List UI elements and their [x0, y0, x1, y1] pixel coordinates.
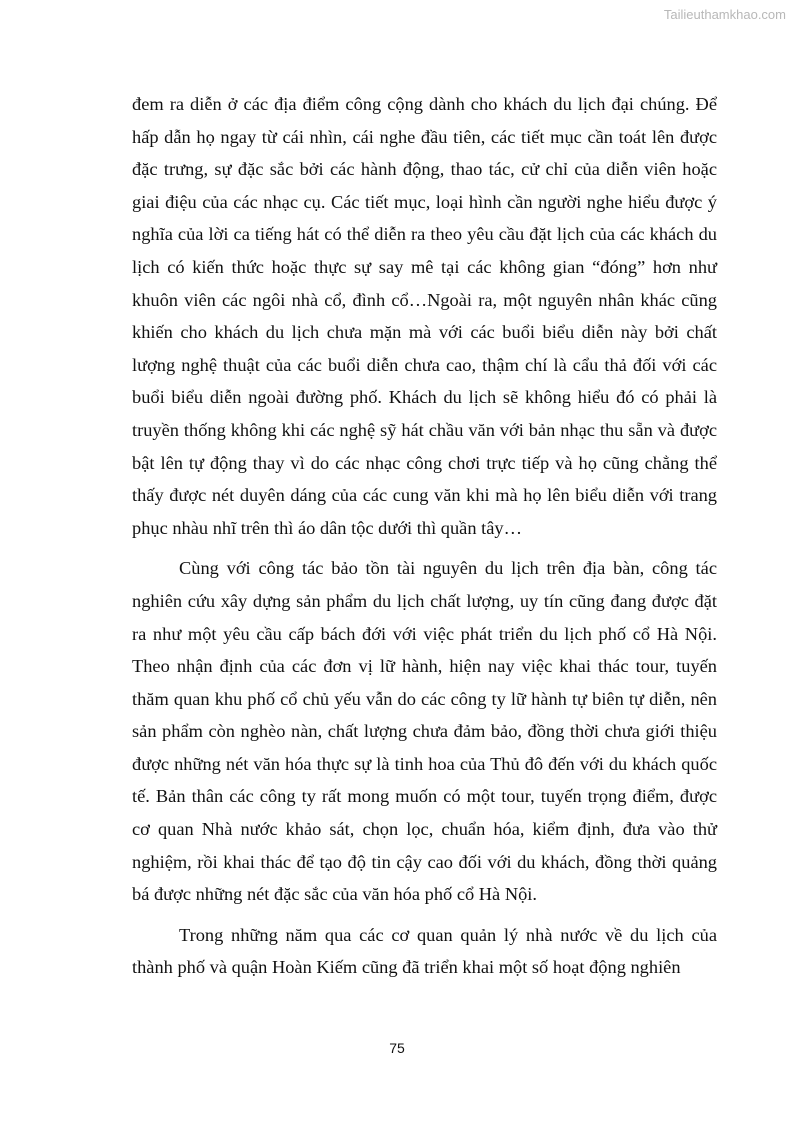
page-number: 75 — [389, 1040, 405, 1056]
paragraph: Trong những năm qua các cơ quan quản lý nhà nước về du lịch của thành phố và quận Hoàn Kiếm cũng đã triển khai một số hoạt động nghiên — [132, 924, 717, 978]
paragraph-continued: đem ra diễn ở các địa điểm công cộng dành cho khách du lịch đại chúng. Để hấp dẫn họ ngay từ cái nhìn, cái nghe đầu tiên, các tiết mục cần toát lên được đặc trưng, sự đặc sắc bởi các hành động, thao tác, cử chỉ của diễn viên hoặc giai điệu của các nhạc cụ. Các tiết mục, loại hình cần người nghe hiểu được ý nghĩa của lời ca tiếng hát có thể diễn ra theo yêu cầu đặt lịch của các khách du lịch có kiến thức hoặc thực sự say mê tại các không gian “đóng” hơn như khuôn viên các ngôi nhà cổ, đình cổ…Ngoài ra, một nguyên nhân khác cũng khiến cho khách du lịch chưa mặn mà với các buổi biểu diễn này bởi chất lượng nghệ thuật của các buổi diễn chưa cao, thậm chí là cẩu thả đối với các buổi biểu diễn ngoài đường phố. Khách du lịch sẽ không hiểu đó có phải là truyền thống không khi các nghệ sỹ hát chầu văn với bản nhạc thu sẵn và được bật lên tự động thay vì do các nhạc công chơi trực tiếp và họ cũng chẳng thể thấy được nét duyên dáng của các cung văn khi mà họ lên biểu diễn với trang phục nhàu nhĩ trên thì áo dân tộc dưới thì quần tây… — [132, 94, 717, 538]
document-body — [132, 88, 717, 992]
paragraph: Cùng với công tác bảo tồn tài nguyên du lịch trên địa bàn, công tác nghiên cứu xây dựng sản phẩm du lịch chất lượng, uy tín cũng đang được đặt ra như một yêu cầu cấp bách đới với việc phát triển du lịch phố cổ Hà Nội. Theo nhận định của các đơn vị lữ hành, hiện nay việc khai thác tour, tuyến thăm quan khu phố cổ chủ yếu vẫn do các công ty lữ hành tự biên tự diễn, nên sản phẩm còn nghèo nàn, chất lượng chưa đảm bảo, đồng thời chưa giới thiệu được những nét văn hóa thực sự là tinh hoa của Thủ đô đến với du khách quốc tế. Bản thân các công ty rất mong muốn có một tour, tuyến trọng điểm, được cơ quan Nhà nước khảo sát, chọn lọc, chuẩn hóa, kiểm định, đưa vào thử nghiệm, rồi khai thác để tạo độ tin cậy cao đối với du khách, đồng thời quảng bá được những nét đặc sắc của văn hóa phố cổ Hà Nội. — [132, 558, 717, 905]
watermark-text: Tailieuthamkhao.com — [663, 7, 786, 22]
